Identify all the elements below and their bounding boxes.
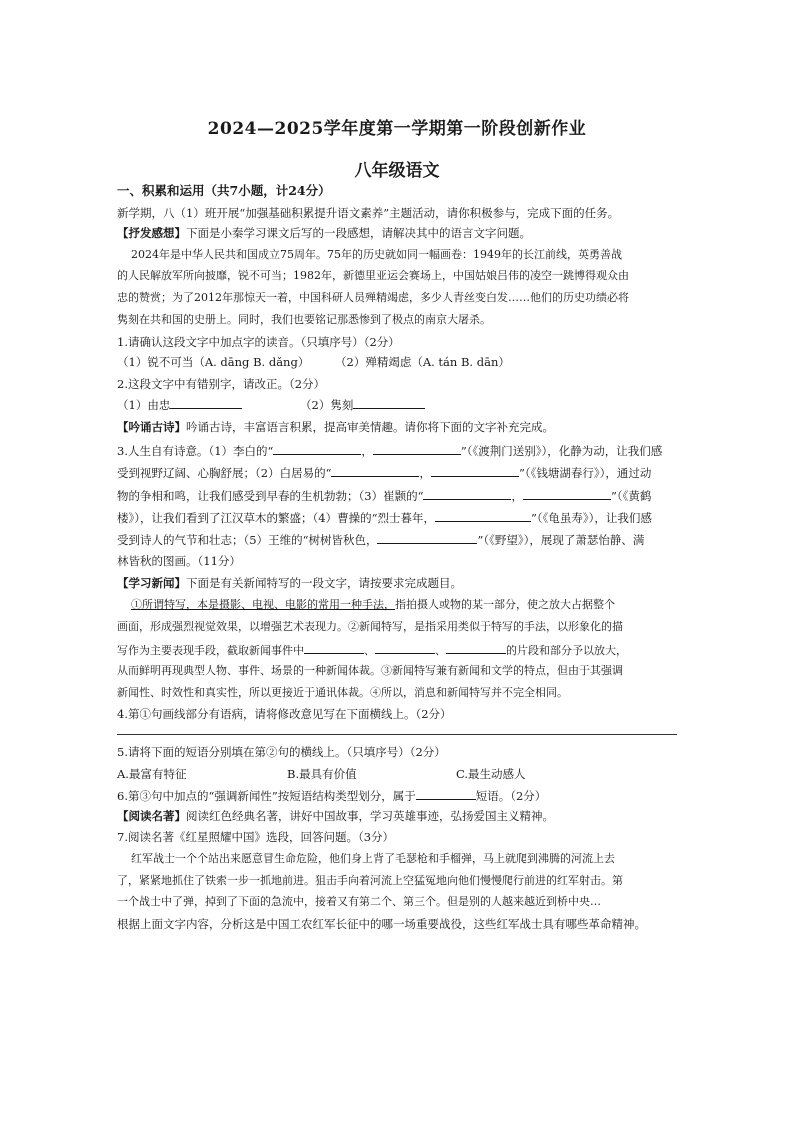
answer-blank[interactable] (431, 465, 519, 477)
answer-blank[interactable] (375, 642, 435, 654)
answer-blank[interactable] (304, 642, 364, 654)
question-2-item-a-label: （1）由忠 (117, 398, 171, 412)
part3-passage-line: 画面，形成强烈视觉效果，以增强艺术表现力。②新闻特写，是指采用类似于特写的手法，以形象化的描 (117, 620, 623, 633)
question-3-line: 物的争相和鸣，让我们感受到早春的生机勃勃；（3）崔颢的“ ， ”（《黄鹤 (117, 489, 652, 503)
text: ”（《龟虽寿》），让我们感 (530, 511, 652, 525)
question-2-item-b (300, 397, 425, 413)
question-5-option-a: A.最富有特征 (117, 767, 187, 781)
text: 短语。（2分） (475, 789, 547, 803)
part3-passage-line: 写作为主要表现手段，截取新闻事件中 、 、 的片段和部分予以放大， (117, 644, 627, 657)
question-5-option-b: B.最具有价值 (287, 767, 357, 781)
question-2-item-b-label: （2）隽刻 (300, 398, 354, 412)
question-3-line (117, 510, 677, 525)
question-4: 4.第①句画线部分有语病，请将修改意见写在下面横线上。（2分） (117, 707, 452, 721)
answer-blank[interactable] (446, 642, 506, 654)
part2-instruction (117, 420, 677, 434)
answer-blank[interactable] (377, 532, 477, 544)
text: ”（《钱塘湖春行》），通过动 (518, 466, 652, 480)
part4-tag: 【阅读名著】 (117, 809, 186, 823)
question-2: 2.这段文字中有错别字，请改正。（2分） (117, 377, 326, 391)
part4-tag-text: 阅读红色经典名著，讲好中国故事，学习英雄事迹，弘扬爱国主义精神。 (186, 809, 554, 823)
part3-tag-text: 下面是有关新闻特写的一段文字，请按要求完成题目。 (186, 576, 462, 590)
text: 6.第③句中加点的“强调新闻性”按短语结构类型划分，属于 (117, 789, 416, 803)
answer-line[interactable] (117, 734, 677, 735)
part1-tag: 【抒发感想】 (117, 226, 186, 240)
answer-blank[interactable] (273, 443, 361, 455)
part3-passage-line (131, 598, 691, 612)
question-3-line: 3.人生自有诗意。（1）李白的“ ， ”（《渡荆门送别》），化静为动，让我们感 (117, 444, 663, 458)
answer-blank[interactable] (170, 397, 242, 409)
question-5: 5.请将下面的短语分别填在第②句的横线上。（只填序号）（2分） (117, 745, 446, 759)
text: ”（《渡荆门送别》），化静为动，让我们感 (460, 444, 663, 458)
text: 写作为主要表现手段，截取新闻事件中 (117, 644, 304, 657)
text: ”（《黄鹤 (610, 489, 652, 503)
part4-passage-line: 红军战士一个个站出来愿意冒生命危险，他们身上背了毛瑟枪和手榴弹，马上就爬到沸腾的河流上去 (131, 852, 615, 865)
answer-blank[interactable] (416, 788, 476, 800)
part1-passage-line: 2024年是中华人民共和国成立75周年。75年的历史就如同一幅画卷：1949年的长江前线，英勇善战 (131, 248, 622, 261)
part1-passage-line: 隽刻在共和国的史册上。同时，我们也要铭记那悉惨到了极点的南京大屠杀。 (117, 313, 491, 326)
question-7: 7.阅读名著《红星照耀中国》选段，回答问题。（3分） (117, 830, 395, 844)
document-title: 2024—2025学年度第一学期第一阶段创新作业 (207, 119, 587, 139)
question-3-line: 受到视野辽阔、心胸舒展；（2）白居易的“ ， ”（《钱塘湖春行》），通过动 (117, 466, 652, 480)
text: 物的争相和鸣，让我们感受到早春的生机勃勃；（3）崔颢的“ (117, 489, 424, 503)
section-intro: 新学期，八（1）班开展“加强基础积累提升语文素养”主题活动，请你积极参与，完成下面的任务。 (117, 206, 620, 220)
text: 的片段和部分予以放大， (506, 644, 627, 657)
underlined-sentence: ①所谓特写，本是摄影、电视、电影的常用一种手法， (131, 598, 395, 611)
part3-tag: 【学习新闻】 (117, 576, 186, 590)
question-1-item-a: （1）锐不可当（A. dāng B. dǎng） (117, 355, 310, 369)
question-7-prompt: 根据上面文字内容，分析这是中国工农红军长征中的哪一场重要战役，这些红军战士具有哪些革命精神。 (117, 917, 646, 931)
answer-blank[interactable] (373, 443, 461, 455)
document-subtitle: 八年级语文 (354, 161, 440, 181)
section-heading: 一、积累和运用（共7小题，计24分） (117, 183, 331, 198)
question-1-item-b: （2）殚精竭虑（A. tán B. dān） (335, 355, 510, 369)
part2-tag: 【吟诵古诗】 (117, 420, 186, 434)
part3-passage-line: 从而鲜明再现典型人物、事件、场景的一种新闻体裁。③新闻特写兼有新闻和文学的特点，但由于其强调 (117, 664, 623, 677)
text: 指拍摄人或物的某一部分，使之放大占据整个 (395, 598, 615, 611)
text: 3.人生自有诗意。（1）李白的“ (117, 444, 274, 458)
text: 受到诗人的气节和壮志；（5）王维的“树树皆秋色， (117, 533, 378, 547)
question-2-item-a (117, 397, 242, 413)
part4-passage-line: 一个战士中了弹，掉到了下面的急流中，接着又有第二个、第三个。但是别的人越来越近到桥中央… (117, 895, 601, 908)
part4-passage-line: 了，紧紧地抓住了铁索一步一抓地前进。狙击手向着河流上空猛冤地向他们慢慢爬行前进的红军射击。第 (117, 874, 623, 887)
part2-tag-text: 吟诵古诗，丰富语言积累，提高审美情趣。请你将下面的文字补充完成。 (186, 420, 554, 434)
answer-blank[interactable] (331, 465, 419, 477)
question-5-option-c: C.最生动感人 (456, 767, 526, 781)
question-3-line (117, 532, 677, 547)
part3-passage-line: 新闻性、时效性和真实性，所以更接近于通讯体裁。④所以，消息和新闻特写并不完全相同。 (117, 686, 568, 699)
part1-passage-line: 忠的赞赏；为了2012年那惊天一着，中国科研人员殚精竭虑，多少人青丝变白发……他们的历史功绩必将 (117, 291, 629, 304)
part3-instruction (117, 576, 677, 590)
answer-blank[interactable] (353, 397, 425, 409)
answer-blank[interactable] (523, 488, 611, 500)
question-1: 1.请确认这段文字中加点字的读音。（只填序号）（2分） (117, 335, 400, 349)
part1-tag-text: 下面是小秦学习课文后写的一段感想，请解决其中的语言文字问题。 (186, 226, 531, 240)
part4-instruction (117, 809, 677, 823)
text: 楼》），让我们看到了江汉草木的繁盛；（4）曹操的“烈士暮年， (117, 511, 435, 525)
part1-instruction (117, 226, 677, 240)
question-6 (117, 788, 677, 803)
answer-blank[interactable] (435, 510, 531, 522)
part1-passage-line: 的人民解放军所向披靡，锐不可当；1982年，新德里亚运会赛场上，中国姑娘吕伟的凌空一跳博得观众由 (117, 269, 629, 282)
text: ”（《野望》），展现了萧瑟怡静、满 (477, 533, 645, 547)
question-3-line: 林皆秋的图画。（11分） (117, 554, 241, 568)
text: 受到视野辽阔、心胸舒展；（2）白居易的“ (117, 466, 332, 480)
answer-blank[interactable] (423, 488, 511, 500)
